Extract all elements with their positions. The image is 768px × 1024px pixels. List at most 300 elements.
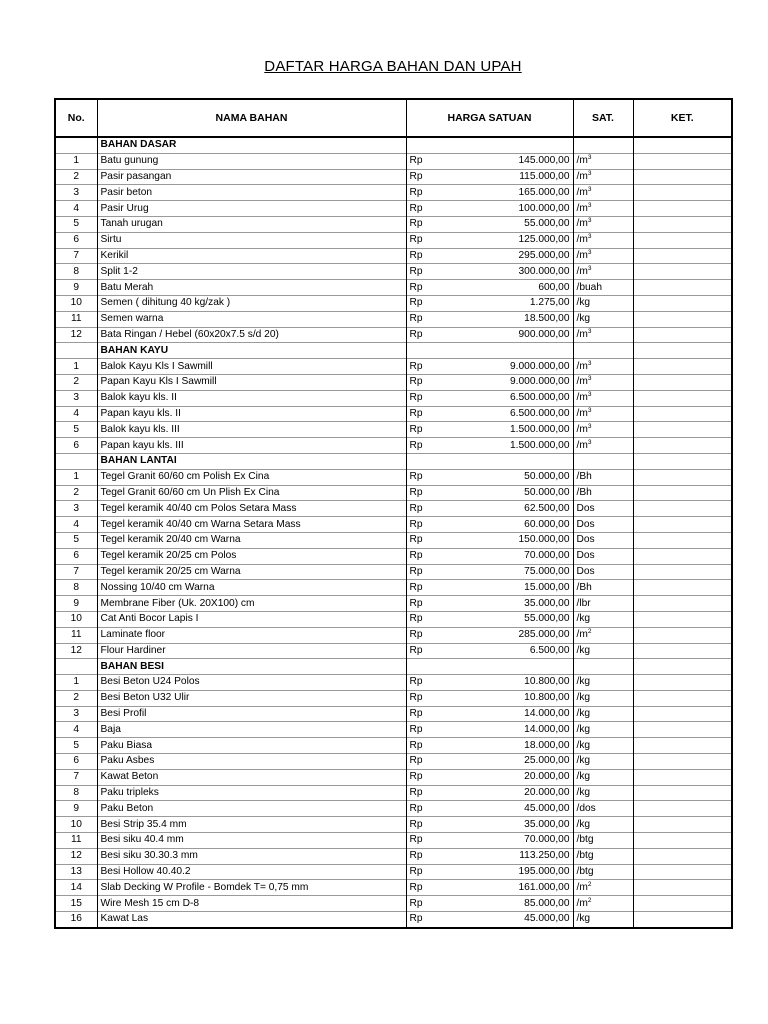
- table-row: [56, 359, 731, 375]
- table-row: [56, 532, 731, 548]
- table-row: [56, 754, 731, 770]
- cell-no: 1: [56, 675, 97, 691]
- cell-no: [56, 343, 97, 359]
- cell-currency: [406, 659, 464, 675]
- table-row: [56, 216, 731, 232]
- unit-label: /Bh: [576, 486, 592, 498]
- cell-unit: [573, 548, 633, 564]
- cell-currency: Rp: [406, 564, 464, 580]
- cell-ket: [633, 627, 731, 643]
- cell-price: 14.000,00: [464, 706, 573, 722]
- table-row: [56, 406, 731, 422]
- table-row: [56, 374, 731, 390]
- unit-label: Dos: [576, 502, 595, 514]
- cell-currency: Rp: [406, 675, 464, 691]
- unit-label: /m: [576, 186, 588, 198]
- cell-unit: [573, 295, 633, 311]
- unit-label: /kg: [576, 297, 591, 309]
- cell-unit: [573, 564, 633, 580]
- cell-ket: [633, 580, 731, 596]
- cell-unit: [573, 754, 633, 770]
- table-row: [56, 311, 731, 327]
- cell-unit: [573, 848, 633, 864]
- cell-currency: Rp: [406, 327, 464, 343]
- unit-label: /Bh: [576, 471, 592, 483]
- cell-material-name: Semen warna: [97, 311, 406, 327]
- cell-material-name: Semen ( dihitung 40 kg/zak ): [97, 295, 406, 311]
- cell-ket: [633, 611, 731, 627]
- cell-no: [56, 453, 97, 469]
- cell-no: 11: [56, 311, 97, 327]
- cell-currency: Rp: [406, 627, 464, 643]
- section-row: [56, 137, 731, 153]
- table-row: [56, 564, 731, 580]
- table-row: [56, 880, 731, 896]
- unit-label: /buah: [576, 281, 602, 293]
- unit-label: Dos: [576, 518, 595, 530]
- unit-label: Dos: [576, 565, 595, 577]
- cell-price: 10.800,00: [464, 675, 573, 691]
- cell-ket: [633, 596, 731, 612]
- unit-label: /kg: [576, 613, 591, 625]
- cell-material-name: Tegel keramik 20/25 cm Warna: [97, 564, 406, 580]
- cell-material-name: Paku Beton: [97, 801, 406, 817]
- cell-no: 9: [56, 801, 97, 817]
- unit-label: /m: [576, 360, 588, 372]
- unit-label: /m: [576, 392, 588, 404]
- cell-no: 16: [56, 912, 97, 927]
- cell-no: 7: [56, 769, 97, 785]
- cell-unit: [573, 438, 633, 454]
- cell-currency: Rp: [406, 264, 464, 280]
- table-row: [56, 596, 731, 612]
- cell-no: 6: [56, 754, 97, 770]
- cell-currency: Rp: [406, 485, 464, 501]
- unit-label: /btg: [576, 866, 594, 878]
- cell-price: 113.250,00: [464, 848, 573, 864]
- cell-ket: [633, 248, 731, 264]
- unit-exponent: 3: [587, 327, 592, 335]
- cell-no: [56, 659, 97, 675]
- unit-exponent: 3: [587, 154, 592, 162]
- unit-label: /lbr: [576, 597, 591, 609]
- unit-exponent: 3: [587, 185, 592, 193]
- cell-material-name: Tegel keramik 20/25 cm Polos: [97, 548, 406, 564]
- cell-unit: [573, 517, 633, 533]
- cell-material-name: Sirtu: [97, 232, 406, 248]
- cell-ket: [633, 169, 731, 185]
- cell-currency: Rp: [406, 817, 464, 833]
- cell-currency: Rp: [406, 738, 464, 754]
- cell-ket: [633, 137, 731, 153]
- cell-currency: Rp: [406, 880, 464, 896]
- cell-unit: [573, 359, 633, 375]
- cell-price: 1.500.000,00: [464, 438, 573, 454]
- cell-material-name: Paku tripleks: [97, 785, 406, 801]
- cell-currency: Rp: [406, 422, 464, 438]
- cell-material-name: Tegel keramik 20/40 cm Warna: [97, 532, 406, 548]
- cell-ket: [633, 738, 731, 754]
- header-no: No.: [56, 100, 97, 137]
- cell-material-name: Batu gunung: [97, 153, 406, 169]
- cell-price: 100.000,00: [464, 201, 573, 217]
- cell-no: 2: [56, 169, 97, 185]
- section-title: BAHAN DASAR: [97, 137, 406, 153]
- cell-no: 1: [56, 469, 97, 485]
- table-row: [56, 643, 731, 659]
- unit-label: /m: [576, 234, 588, 246]
- cell-no: 4: [56, 201, 97, 217]
- cell-no: 12: [56, 643, 97, 659]
- cell-ket: [633, 880, 731, 896]
- table-row: [56, 501, 731, 517]
- cell-no: 7: [56, 564, 97, 580]
- table-row: [56, 864, 731, 880]
- cell-currency: Rp: [406, 596, 464, 612]
- cell-ket: [633, 153, 731, 169]
- cell-unit: [573, 232, 633, 248]
- cell-price: 9.000.000,00: [464, 359, 573, 375]
- unit-label: /kg: [576, 787, 591, 799]
- unit-exponent: 2: [587, 880, 592, 888]
- cell-currency: Rp: [406, 216, 464, 232]
- cell-ket: [633, 374, 731, 390]
- cell-unit: [573, 722, 633, 738]
- cell-no: 3: [56, 390, 97, 406]
- cell-material-name: Tegel keramik 40/40 cm Warna Setara Mass: [97, 517, 406, 533]
- cell-currency: Rp: [406, 580, 464, 596]
- cell-price: 195.000,00: [464, 864, 573, 880]
- cell-ket: [633, 422, 731, 438]
- cell-material-name: Besi Strip 35.4 mm: [97, 817, 406, 833]
- table-row: [56, 817, 731, 833]
- cell-material-name: Nossing 10/40 cm Warna: [97, 580, 406, 596]
- cell-ket: [633, 453, 731, 469]
- cell-no: 14: [56, 880, 97, 896]
- cell-price: 125.000,00: [464, 232, 573, 248]
- cell-material-name: Laminate floor: [97, 627, 406, 643]
- cell-price: 35.000,00: [464, 817, 573, 833]
- section-title: BAHAN BESI: [97, 659, 406, 675]
- cell-no: 5: [56, 738, 97, 754]
- unit-exponent: 3: [587, 169, 592, 177]
- table-row: [56, 327, 731, 343]
- cell-ket: [633, 833, 731, 849]
- table-row: [56, 517, 731, 533]
- table-row: [56, 185, 731, 201]
- unit-label: /kg: [576, 723, 591, 735]
- unit-exponent: 3: [587, 406, 592, 414]
- cell-currency: Rp: [406, 295, 464, 311]
- cell-material-name: Batu Merah: [97, 280, 406, 296]
- page-title: DAFTAR HARGA BAHAN DAN UPAH: [264, 58, 522, 75]
- cell-ket: [633, 501, 731, 517]
- cell-currency: Rp: [406, 643, 464, 659]
- cell-price: 900.000,00: [464, 327, 573, 343]
- section-title: BAHAN KAYU: [97, 343, 406, 359]
- price-table: [54, 98, 733, 929]
- cell-unit: [573, 864, 633, 880]
- unit-label: /m: [576, 897, 588, 909]
- cell-price: 14.000,00: [464, 722, 573, 738]
- cell-ket: [633, 327, 731, 343]
- header-unit: SAT.: [573, 100, 633, 137]
- table-body: [56, 137, 731, 927]
- cell-no: 4: [56, 517, 97, 533]
- cell-material-name: Balok kayu kls. III: [97, 422, 406, 438]
- cell-no: 12: [56, 848, 97, 864]
- table-row: [56, 580, 731, 596]
- cell-currency: [406, 453, 464, 469]
- cell-currency: Rp: [406, 706, 464, 722]
- cell-price: 70.000,00: [464, 833, 573, 849]
- table-row: [56, 675, 731, 691]
- cell-currency: Rp: [406, 469, 464, 485]
- cell-currency: Rp: [406, 532, 464, 548]
- cell-price: 55.000,00: [464, 216, 573, 232]
- cell-unit: [573, 643, 633, 659]
- table-header-row: [56, 100, 731, 137]
- cell-no: 15: [56, 896, 97, 912]
- cell-currency: [406, 137, 464, 153]
- table-row: [56, 295, 731, 311]
- unit-label: /m: [576, 439, 588, 451]
- cell-no: 3: [56, 501, 97, 517]
- cell-no: 5: [56, 532, 97, 548]
- unit-exponent: 2: [587, 896, 592, 904]
- cell-currency: Rp: [406, 690, 464, 706]
- cell-ket: [633, 390, 731, 406]
- cell-unit: [573, 580, 633, 596]
- unit-label: /kg: [576, 913, 591, 925]
- cell-currency: Rp: [406, 848, 464, 864]
- cell-unit: [573, 390, 633, 406]
- unit-exponent: 3: [587, 248, 592, 256]
- cell-ket: [633, 485, 731, 501]
- cell-material-name: Papan kayu kls. III: [97, 438, 406, 454]
- cell-ket: [633, 216, 731, 232]
- cell-material-name: Paku Asbes: [97, 754, 406, 770]
- cell-material-name: Besi Beton U24 Polos: [97, 675, 406, 691]
- cell-price: 45.000,00: [464, 801, 573, 817]
- cell-currency: Rp: [406, 280, 464, 296]
- cell-price: 15.000,00: [464, 580, 573, 596]
- table-row: [56, 848, 731, 864]
- unit-label: /kg: [576, 755, 591, 767]
- unit-label: /m: [576, 328, 588, 340]
- cell-ket: [633, 564, 731, 580]
- cell-ket: [633, 864, 731, 880]
- unit-label: /m: [576, 155, 588, 167]
- cell-unit: [573, 659, 633, 675]
- cell-unit: [573, 912, 633, 927]
- cell-no: 4: [56, 406, 97, 422]
- cell-unit: [573, 596, 633, 612]
- cell-price: 145.000,00: [464, 153, 573, 169]
- cell-unit: [573, 374, 633, 390]
- unit-label: /m: [576, 881, 588, 893]
- cell-price: 161.000,00: [464, 880, 573, 896]
- cell-no: 2: [56, 374, 97, 390]
- cell-unit: [573, 833, 633, 849]
- cell-price: 600,00: [464, 280, 573, 296]
- cell-ket: [633, 896, 731, 912]
- cell-material-name: Slab Decking W Profile - Bomdek T= 0,75 mm: [97, 880, 406, 896]
- cell-currency: Rp: [406, 548, 464, 564]
- cell-ket: [633, 722, 731, 738]
- cell-material-name: Besi Hollow 40.40.2: [97, 864, 406, 880]
- cell-price: 85.000,00: [464, 896, 573, 912]
- unit-label: /m: [576, 218, 588, 230]
- table-row: [56, 469, 731, 485]
- cell-unit: [573, 169, 633, 185]
- cell-material-name: Balok kayu kls. II: [97, 390, 406, 406]
- cell-currency: Rp: [406, 311, 464, 327]
- cell-price: 62.500,00: [464, 501, 573, 517]
- table-row: [56, 785, 731, 801]
- cell-unit: [573, 422, 633, 438]
- cell-material-name: Balok Kayu Kls I Sawmill: [97, 359, 406, 375]
- cell-currency: Rp: [406, 501, 464, 517]
- cell-no: 9: [56, 280, 97, 296]
- cell-unit: [573, 896, 633, 912]
- cell-material-name: Besi siku 40.4 mm: [97, 833, 406, 849]
- table-row: [56, 912, 731, 927]
- table-row: [56, 390, 731, 406]
- cell-unit: [573, 153, 633, 169]
- cell-ket: [633, 280, 731, 296]
- unit-label: /m: [576, 170, 588, 182]
- table-row: [56, 896, 731, 912]
- cell-currency: Rp: [406, 406, 464, 422]
- table-row: [56, 833, 731, 849]
- cell-ket: [633, 359, 731, 375]
- cell-ket: [633, 754, 731, 770]
- cell-currency: Rp: [406, 896, 464, 912]
- unit-label: /kg: [576, 644, 591, 656]
- cell-unit: [573, 248, 633, 264]
- cell-price: [464, 453, 573, 469]
- cell-price: 50.000,00: [464, 469, 573, 485]
- cell-price: 60.000,00: [464, 517, 573, 533]
- cell-material-name: Besi Beton U32 Ulir: [97, 690, 406, 706]
- cell-price: [464, 343, 573, 359]
- cell-unit: [573, 675, 633, 691]
- unit-label: /kg: [576, 708, 591, 720]
- section-row: [56, 453, 731, 469]
- cell-ket: [633, 848, 731, 864]
- cell-material-name: Kawat Las: [97, 912, 406, 927]
- cell-no: 2: [56, 690, 97, 706]
- cell-price: [464, 137, 573, 153]
- cell-price: 10.800,00: [464, 690, 573, 706]
- cell-price: 6.500.000,00: [464, 390, 573, 406]
- table-row: [56, 169, 731, 185]
- cell-price: 165.000,00: [464, 185, 573, 201]
- cell-ket: [633, 185, 731, 201]
- cell-material-name: Kawat Beton: [97, 769, 406, 785]
- unit-label: /m: [576, 629, 588, 641]
- cell-unit: [573, 501, 633, 517]
- cell-currency: Rp: [406, 359, 464, 375]
- cell-no: 5: [56, 422, 97, 438]
- table-row: [56, 722, 731, 738]
- header-ket: KET.: [633, 100, 731, 137]
- cell-unit: [573, 185, 633, 201]
- cell-unit: [573, 280, 633, 296]
- cell-price: 75.000,00: [464, 564, 573, 580]
- cell-ket: [633, 517, 731, 533]
- unit-label: /Bh: [576, 581, 592, 593]
- cell-ket: [633, 659, 731, 675]
- cell-material-name: Besi siku 30.30.3 mm: [97, 848, 406, 864]
- cell-currency: Rp: [406, 374, 464, 390]
- unit-exponent: 3: [587, 217, 592, 225]
- cell-ket: [633, 706, 731, 722]
- cell-currency: Rp: [406, 185, 464, 201]
- table-row: [56, 264, 731, 280]
- cell-price: 35.000,00: [464, 596, 573, 612]
- cell-price: [464, 659, 573, 675]
- cell-unit: [573, 880, 633, 896]
- cell-price: 300.000,00: [464, 264, 573, 280]
- cell-no: 1: [56, 153, 97, 169]
- unit-label: /btg: [576, 850, 594, 862]
- cell-currency: Rp: [406, 248, 464, 264]
- cell-price: 18.500,00: [464, 311, 573, 327]
- unit-exponent: 3: [587, 359, 592, 367]
- unit-exponent: 2: [587, 628, 592, 636]
- table-row: [56, 438, 731, 454]
- unit-exponent: 3: [587, 233, 592, 241]
- unit-label: /m: [576, 202, 588, 214]
- cell-price: 150.000,00: [464, 532, 573, 548]
- table-row: [56, 611, 731, 627]
- cell-material-name: Baja: [97, 722, 406, 738]
- table-row: [56, 801, 731, 817]
- cell-unit: [573, 611, 633, 627]
- cell-no: 5: [56, 216, 97, 232]
- cell-material-name: Split 1-2: [97, 264, 406, 280]
- unit-label: /m: [576, 407, 588, 419]
- cell-ket: [633, 295, 731, 311]
- cell-currency: Rp: [406, 517, 464, 533]
- table-row: [56, 627, 731, 643]
- unit-label: /kg: [576, 692, 591, 704]
- cell-no: 8: [56, 785, 97, 801]
- cell-no: 13: [56, 864, 97, 880]
- cell-currency: Rp: [406, 801, 464, 817]
- unit-exponent: 3: [587, 264, 592, 272]
- cell-currency: [406, 343, 464, 359]
- cell-price: 1.275,00: [464, 295, 573, 311]
- cell-no: 7: [56, 248, 97, 264]
- table-row: [56, 280, 731, 296]
- cell-no: 8: [56, 264, 97, 280]
- cell-ket: [633, 264, 731, 280]
- cell-currency: Rp: [406, 169, 464, 185]
- cell-no: 2: [56, 485, 97, 501]
- cell-currency: Rp: [406, 232, 464, 248]
- cell-unit: [573, 485, 633, 501]
- cell-price: 6.500,00: [464, 643, 573, 659]
- unit-exponent: 3: [587, 422, 592, 430]
- section-row: [56, 659, 731, 675]
- cell-material-name: Pasir pasangan: [97, 169, 406, 185]
- cell-unit: [573, 201, 633, 217]
- cell-currency: Rp: [406, 201, 464, 217]
- cell-price: 1.500.000,00: [464, 422, 573, 438]
